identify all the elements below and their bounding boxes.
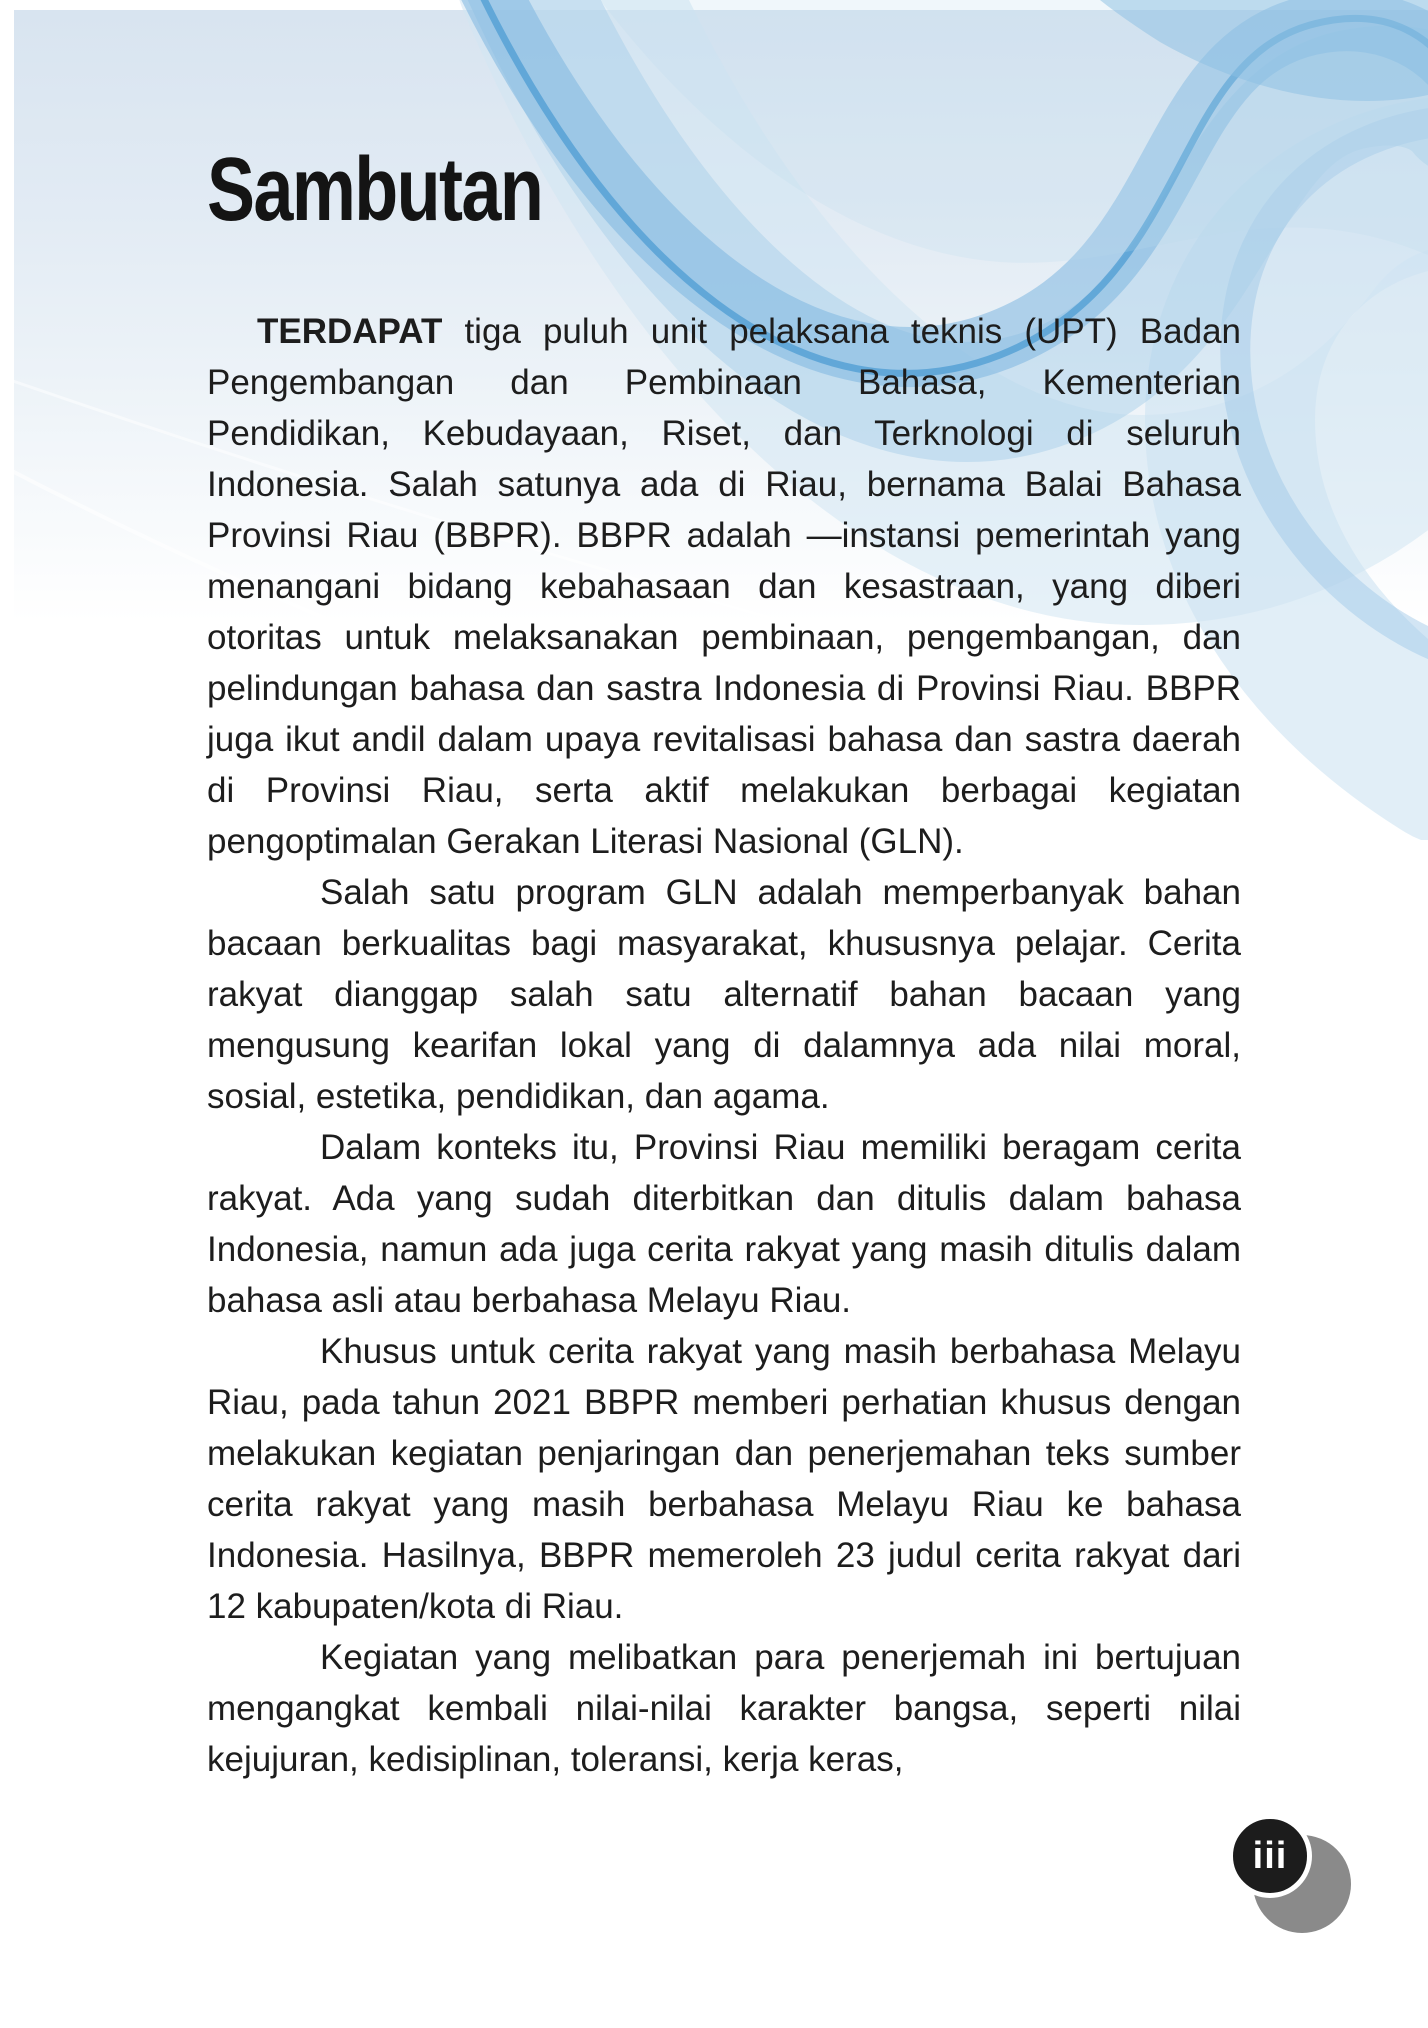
paragraph-1 [207, 306, 1241, 867]
page-number-badge [1220, 1806, 1370, 1956]
paragraph-4: Khusus untuk cerita rakyat yang masih berbahasa Melayu Riau, pada tahun 2021 BBPR memberi perhatian khusus dengan melakukan kegiatan penjaringan dan penerjemahan teks sumber cerita rakyat yang masih berbahasa Melayu Riau ke bahasa Indonesia. Hasilnya, BBPR memeroleh 23 judul cerita rakyat dari 12 kabupaten/kota di Riau. [207, 1332, 1241, 1626]
paragraph-3: Dalam konteks itu, Provinsi Riau memiliki beragam cerita rakyat. Ada yang sudah diterbitkan dan ditulis dalam bahasa Indonesia, namun ada juga cerita rakyat yang masih ditulis dalam bahasa asli atau berbahasa Melayu Riau. [207, 1128, 1241, 1320]
paragraph-1-text: tiga puluh unit pelaksana teknis (UPT) Badan Pengembangan dan Pembinaan Bahasa, Kementerian Pendidikan, Kebudayaan, Riset, dan Terknologi di seluruh Indonesia. Salah satunya ada di Riau, bernama Balai Bahasa Provinsi Riau (BBPR). BBPR adalah —instansi pemerintah yang menangani bidang kebahasaan dan kesastraan, yang diberi otoritas untuk melaksanakan pembinaan, pengembangan, dan pelindungan bahasa dan sastra Indonesia di Provinsi Riau. BBPR juga ikut andil dalam upaya revitalisasi bahasa dan sastra daerah di Provinsi Riau, serta aktif melakukan berbagai kegiatan pengoptimalan Gerakan Literasi Nasional (GLN). [207, 312, 1241, 861]
page-number: iii [1252, 1835, 1288, 1877]
paragraph-1-lead-word: TERDAPAT [257, 312, 443, 351]
paragraph-2: Salah satu program GLN adalah memperbanyak bahan bacaan berkualitas bagi masyarakat, khususnya pelajar. Cerita rakyat dianggap salah satu alternatif bahan bacaan yang mengusung kearifan lokal yang di dalamnya ada nilai moral, sosial, estetika, pendidikan, dan agama. [207, 873, 1241, 1116]
badge-circle [1228, 1814, 1312, 1898]
preface-text-block [207, 306, 1241, 1785]
paragraph-5: Kegiatan yang melibatkan para penerjemah ini bertujuan mengangkat kembali nilai-nilai karakter bangsa, seperti nilai kejujuran, kedisiplinan, toleransi, kerja keras, [207, 1638, 1241, 1779]
page-title: Sambutan [207, 140, 543, 240]
